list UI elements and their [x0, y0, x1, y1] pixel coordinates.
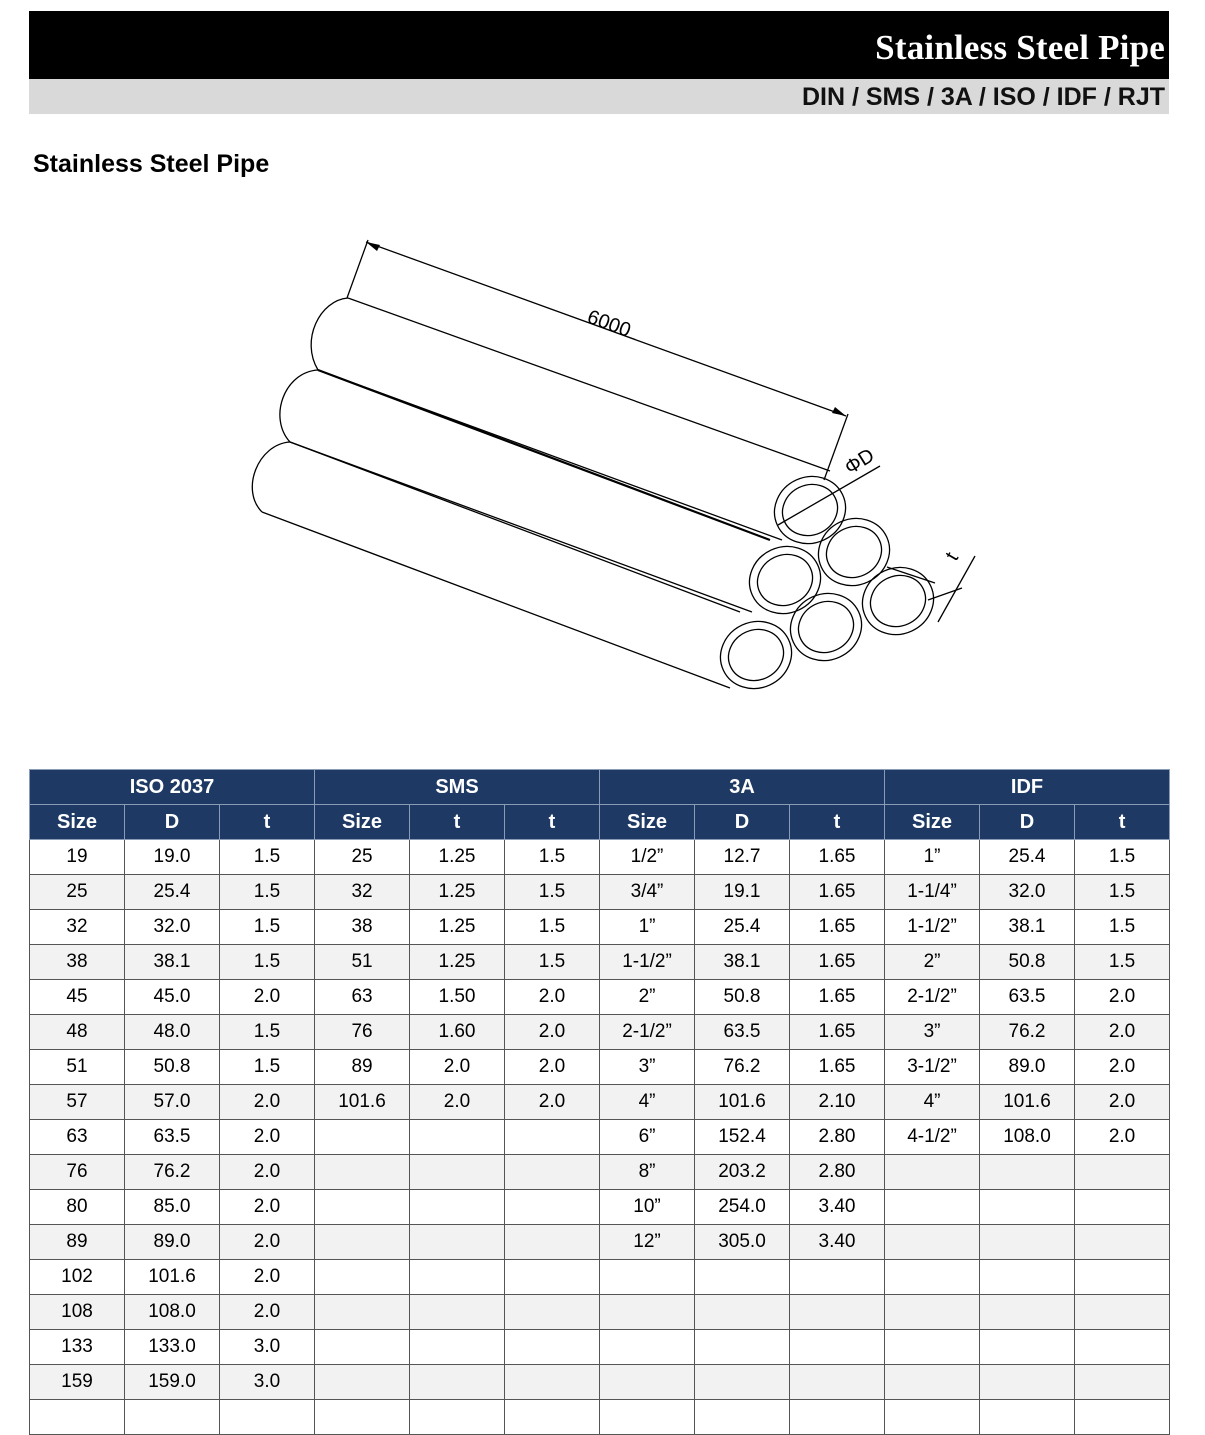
table-cell: 1.65 — [790, 980, 885, 1015]
length-label: 6000 — [584, 306, 634, 342]
table-cell: 3.40 — [790, 1190, 885, 1225]
table-row — [30, 1260, 1170, 1295]
table-cell: 254.0 — [695, 1190, 790, 1225]
column-header: t — [790, 805, 885, 840]
table-cell: 2” — [600, 980, 695, 1015]
table-cell — [1075, 1295, 1170, 1330]
pipe-end-3 — [709, 610, 802, 700]
table-cell — [1075, 1365, 1170, 1400]
table-cell — [505, 1155, 600, 1190]
table-cell: 1.5 — [505, 875, 600, 910]
table-cell: 2” — [885, 945, 980, 980]
table-cell: 1.25 — [410, 910, 505, 945]
pipe-drawing — [0, 200, 1205, 720]
table-cell: 2.0 — [220, 1225, 315, 1260]
table-cell: 2.0 — [220, 1260, 315, 1295]
table-row — [30, 1085, 1170, 1120]
table-cell — [790, 1365, 885, 1400]
table-cell — [315, 1260, 410, 1295]
table-cell: 2.0 — [505, 1015, 600, 1050]
table-cell: 152.4 — [695, 1120, 790, 1155]
table-row — [30, 1015, 1170, 1050]
table-cell: 2.0 — [1075, 1015, 1170, 1050]
table-cell: 38 — [30, 945, 125, 980]
table-cell — [410, 1330, 505, 1365]
section-title: Stainless Steel Pipe — [33, 150, 270, 178]
table-cell: 1.5 — [220, 840, 315, 875]
table-cell: 102 — [30, 1260, 125, 1295]
group-header: ISO 2037 — [30, 770, 315, 805]
table-cell: 1.5 — [505, 910, 600, 945]
table-cell — [315, 1295, 410, 1330]
pipe-spec-table — [29, 769, 1170, 1435]
table-cell — [505, 1295, 600, 1330]
table-cell: 4-1/2” — [885, 1120, 980, 1155]
table-cell: 3/4” — [600, 875, 695, 910]
table-cell: 80 — [30, 1190, 125, 1225]
table-cell: 57 — [30, 1085, 125, 1120]
table-row — [30, 1295, 1170, 1330]
table-cell: 2.0 — [1075, 1050, 1170, 1085]
table-cell: 48.0 — [125, 1015, 220, 1050]
table-row — [30, 980, 1170, 1015]
column-header: t — [505, 805, 600, 840]
table-cell — [885, 1155, 980, 1190]
table-cell: 25 — [30, 875, 125, 910]
table-cell: 4” — [885, 1085, 980, 1120]
table-cell: 50.8 — [980, 945, 1075, 980]
group-header: SMS — [315, 770, 600, 805]
table-cell — [505, 1365, 600, 1400]
table-cell: 1.60 — [410, 1015, 505, 1050]
table-cell — [410, 1260, 505, 1295]
table-cell: 108 — [30, 1295, 125, 1330]
table-cell: 50.8 — [125, 1050, 220, 1085]
table-cell: 38.1 — [695, 945, 790, 980]
table-cell: 1.65 — [790, 945, 885, 980]
pipe-end-4 — [779, 582, 872, 672]
table-cell — [315, 1225, 410, 1260]
table-cell: 45.0 — [125, 980, 220, 1015]
table-cell — [1075, 1155, 1170, 1190]
table-cell — [790, 1260, 885, 1295]
column-header: Size — [885, 805, 980, 840]
table-cell — [410, 1120, 505, 1155]
table-cell: 2.80 — [790, 1155, 885, 1190]
length-extension-left — [347, 240, 368, 298]
table-cell: 1.5 — [220, 910, 315, 945]
table-cell: 1.25 — [410, 945, 505, 980]
table-cell: 38 — [315, 910, 410, 945]
table-cell: 1-1/2” — [885, 910, 980, 945]
table-cell — [315, 1365, 410, 1400]
table-cell: 63.5 — [980, 980, 1075, 1015]
table-cell: 1.5 — [220, 875, 315, 910]
column-header: t — [220, 805, 315, 840]
table-cell — [1075, 1225, 1170, 1260]
table-cell: 19 — [30, 840, 125, 875]
table-cell: 89 — [315, 1050, 410, 1085]
table-cell: 1.65 — [790, 840, 885, 875]
table-cell — [505, 1120, 600, 1155]
table-cell: 108.0 — [980, 1120, 1075, 1155]
table-cell — [600, 1295, 695, 1330]
table-cell: 25.4 — [980, 840, 1075, 875]
table-cell — [1075, 1190, 1170, 1225]
table-row — [30, 1190, 1170, 1225]
table-cell: 1.5 — [505, 945, 600, 980]
table-cell: 76.2 — [980, 1015, 1075, 1050]
table-cell: 2.80 — [790, 1120, 885, 1155]
table-cell: 2-1/2” — [600, 1015, 695, 1050]
table-cell: 1-1/4” — [885, 875, 980, 910]
column-header: Size — [600, 805, 695, 840]
table-cell: 63.5 — [125, 1120, 220, 1155]
table-cell: 1.5 — [220, 1015, 315, 1050]
table-cell: 2.0 — [1075, 1085, 1170, 1120]
table-cell: 19.1 — [695, 875, 790, 910]
table-row — [30, 840, 1170, 875]
table-cell — [600, 1260, 695, 1295]
table-cell: 51 — [315, 945, 410, 980]
table-cell: 1-1/2” — [600, 945, 695, 980]
table-cell — [980, 1365, 1075, 1400]
table-cell: 19.0 — [125, 840, 220, 875]
table-cell: 3-1/2” — [885, 1050, 980, 1085]
table-cell: 305.0 — [695, 1225, 790, 1260]
table-cell: 45 — [30, 980, 125, 1015]
standards-bar — [29, 79, 1169, 114]
table-cell: 32 — [315, 875, 410, 910]
table-cell — [695, 1260, 790, 1295]
table-cell — [410, 1155, 505, 1190]
table-row — [30, 945, 1170, 980]
table-cell — [885, 1190, 980, 1225]
table-cell: 32.0 — [980, 875, 1075, 910]
table-cell — [885, 1295, 980, 1330]
table-row — [30, 1050, 1170, 1085]
table-cell: 2.0 — [220, 1295, 315, 1330]
column-header: D — [695, 805, 790, 840]
table-cell: 38.1 — [980, 910, 1075, 945]
table-cell — [885, 1260, 980, 1295]
table-cell — [1075, 1330, 1170, 1365]
table-cell — [315, 1120, 410, 1155]
pipe-end-2 — [807, 507, 900, 597]
table-cell: 1.5 — [1075, 945, 1170, 980]
column-header: Size — [30, 805, 125, 840]
table-cell: 25 — [315, 840, 410, 875]
table-cell: 63 — [315, 980, 410, 1015]
pipe-middle — [280, 370, 770, 612]
table-cell: 32.0 — [125, 910, 220, 945]
table-cell: 1.65 — [790, 910, 885, 945]
diameter-leader-line — [778, 466, 880, 525]
table-cell: 2.0 — [220, 1190, 315, 1225]
table-cell: 133.0 — [125, 1330, 220, 1365]
table-cell — [980, 1155, 1075, 1190]
table-cell: 1.5 — [220, 1050, 315, 1085]
table-cell — [695, 1330, 790, 1365]
table-cell: 1” — [885, 840, 980, 875]
table-cell: 63.5 — [695, 1015, 790, 1050]
table-cell: 2.0 — [410, 1050, 505, 1085]
table-cell: 89 — [30, 1225, 125, 1260]
table-cell — [315, 1330, 410, 1365]
table-cell — [885, 1225, 980, 1260]
diameter-label: ΦD — [840, 444, 879, 480]
table-cell: 2.0 — [220, 1085, 315, 1120]
table-cell: 3” — [600, 1050, 695, 1085]
table-cell: 89.0 — [125, 1225, 220, 1260]
table-row — [30, 1365, 1170, 1400]
group-header: 3A — [600, 770, 885, 805]
table-cell: 12.7 — [695, 840, 790, 875]
table-cell: 2.10 — [790, 1085, 885, 1120]
table-cell: 85.0 — [125, 1190, 220, 1225]
table-cell — [695, 1295, 790, 1330]
table-cell: 1.25 — [410, 875, 505, 910]
column-header: D — [980, 805, 1075, 840]
table-cell: 203.2 — [695, 1155, 790, 1190]
table-cell — [790, 1330, 885, 1365]
table-cell: 2.0 — [1075, 1120, 1170, 1155]
table-cell: 3” — [885, 1015, 980, 1050]
table-cell: 1.65 — [790, 875, 885, 910]
table-cell: 76 — [315, 1015, 410, 1050]
table-cell: 8” — [600, 1155, 695, 1190]
pipe-end-1 — [738, 535, 831, 625]
table-cell: 2.0 — [505, 980, 600, 1015]
table-cell — [505, 1330, 600, 1365]
pipe-bottom — [252, 442, 740, 688]
table-cell: 32 — [30, 910, 125, 945]
table-cell — [410, 1190, 505, 1225]
table-cell: 1.65 — [790, 1015, 885, 1050]
table-cell — [410, 1295, 505, 1330]
table-cell — [695, 1365, 790, 1400]
table-cell: 3.0 — [220, 1365, 315, 1400]
pipe-end-5 — [851, 556, 944, 646]
table-cell: 1.25 — [410, 840, 505, 875]
table-cell: 2.0 — [1075, 980, 1170, 1015]
table-cell: 101.6 — [125, 1260, 220, 1295]
table-cell: 2.0 — [220, 980, 315, 1015]
table-cell: 1.5 — [505, 840, 600, 875]
table-cell: 1.5 — [1075, 910, 1170, 945]
table-cell: 2.0 — [220, 1120, 315, 1155]
table-cell: 3.0 — [220, 1330, 315, 1365]
table-row — [30, 1225, 1170, 1260]
table-cell: 12” — [600, 1225, 695, 1260]
table-cell: 101.6 — [980, 1085, 1075, 1120]
table-cell: 1.65 — [790, 1050, 885, 1085]
column-header: t — [1075, 805, 1170, 840]
table-cell: 50.8 — [695, 980, 790, 1015]
table-cell — [410, 1225, 505, 1260]
table-cell: 1.5 — [1075, 840, 1170, 875]
pipe-top — [311, 298, 856, 555]
table-cell — [410, 1365, 505, 1400]
table-cell: 63 — [30, 1120, 125, 1155]
column-header: Size — [315, 805, 410, 840]
standards-label: DIN / SMS / 3A / ISO / IDF / RJT — [801, 83, 1165, 111]
table-cell: 51 — [30, 1050, 125, 1085]
table-cell: 76.2 — [125, 1155, 220, 1190]
table-cell: 38.1 — [125, 945, 220, 980]
table-cell — [980, 1260, 1075, 1295]
table-cell — [600, 1365, 695, 1400]
table-cell: 25.4 — [695, 910, 790, 945]
table-cell — [790, 1295, 885, 1330]
table-row — [30, 1155, 1170, 1190]
table-cell — [505, 1260, 600, 1295]
table-cell — [885, 1330, 980, 1365]
table-cell — [980, 1330, 1075, 1365]
table-cell — [505, 1190, 600, 1225]
table-cell: 3.40 — [790, 1225, 885, 1260]
column-header: D — [125, 805, 220, 840]
table-cell: 1.5 — [1075, 875, 1170, 910]
table-row — [30, 1330, 1170, 1365]
table-cell — [885, 1365, 980, 1400]
table-row — [30, 875, 1170, 910]
thickness-label: t — [941, 548, 964, 565]
group-header-row — [30, 770, 1170, 805]
table-cell: 159 — [30, 1365, 125, 1400]
table-cell: 2-1/2” — [885, 980, 980, 1015]
table-cell — [505, 1225, 600, 1260]
table-cell: 2.0 — [410, 1085, 505, 1120]
table-cell: 1.5 — [220, 945, 315, 980]
table-cell: 57.0 — [125, 1085, 220, 1120]
table-cell: 133 — [30, 1330, 125, 1365]
table-cell — [980, 1295, 1075, 1330]
table-cell: 101.6 — [315, 1085, 410, 1120]
table-cell: 25.4 — [125, 875, 220, 910]
table-cell: 4” — [600, 1085, 695, 1120]
table-cell — [1075, 1260, 1170, 1295]
table-cell — [980, 1225, 1075, 1260]
table-cell: 76 — [30, 1155, 125, 1190]
table-row — [30, 1120, 1170, 1155]
table-cell — [315, 1155, 410, 1190]
column-header-row — [30, 805, 1170, 840]
table-cell: 76.2 — [695, 1050, 790, 1085]
group-header: IDF — [885, 770, 1170, 805]
header-title: Stainless Steel Pipe — [875, 28, 1165, 67]
table-cell — [980, 1190, 1075, 1225]
table-cell: 10” — [600, 1190, 695, 1225]
table-row — [30, 910, 1170, 945]
table-cell: 1” — [600, 910, 695, 945]
table-cell: 2.0 — [505, 1085, 600, 1120]
table-cell: 1.50 — [410, 980, 505, 1015]
table-cell — [600, 1330, 695, 1365]
table-cell: 159.0 — [125, 1365, 220, 1400]
table-cell: 6” — [600, 1120, 695, 1155]
table-cell: 89.0 — [980, 1050, 1075, 1085]
table-cell: 1/2” — [600, 840, 695, 875]
table-cell: 108.0 — [125, 1295, 220, 1330]
thickness-leader-line — [938, 556, 975, 622]
table-cell: 2.0 — [220, 1155, 315, 1190]
table-cell: 2.0 — [505, 1050, 600, 1085]
table-cell: 48 — [30, 1015, 125, 1050]
table-cell — [315, 1190, 410, 1225]
header-banner — [29, 11, 1169, 79]
column-header: t — [410, 805, 505, 840]
table-cell: 101.6 — [695, 1085, 790, 1120]
